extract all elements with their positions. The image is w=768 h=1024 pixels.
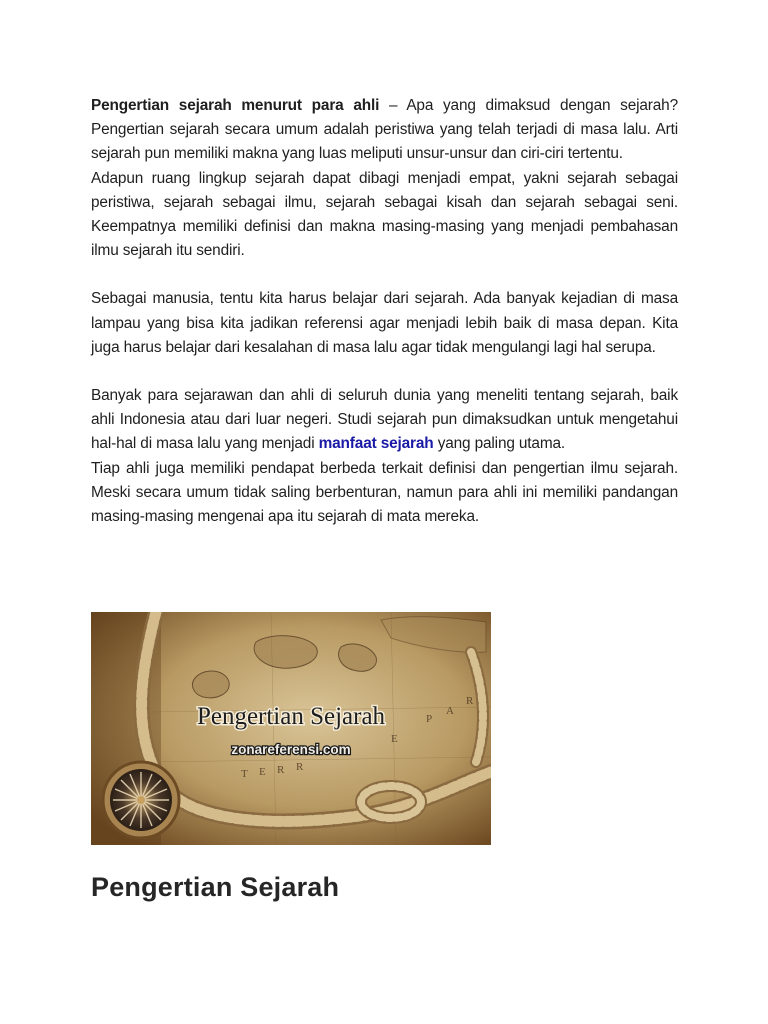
intro-paragraph bbox=[91, 94, 678, 167]
map-letter: E bbox=[259, 766, 266, 778]
experts-text-after: yang paling utama. bbox=[433, 435, 566, 453]
paragraph-gap bbox=[91, 360, 678, 384]
image-title: Pengertian Sejarah bbox=[196, 703, 386, 730]
map-letter: R bbox=[466, 695, 474, 707]
map-letter: R bbox=[296, 761, 304, 773]
article-hero-image bbox=[91, 612, 491, 845]
map-letter: A bbox=[446, 705, 454, 717]
opinions-paragraph: Tiap ahli juga memiliki pendapat berbeda terkait definisi dan pengertian ilmu sejarah. Meski secara umum tidak saling berbenturan, namun para ahli ini memiliki pandangan masing-masing mengenai apa itu sejarah di mata mereka. bbox=[91, 459, 678, 526]
learn-paragraph: Sebagai manusia, tentu kita harus belajar dari sejarah. Ada banyak kejadian di masa lampau yang bisa kita jadikan referensi agar menjadi lebih baik di masa depan. Kita juga harus belajar dari kesalahan di masa lalu agar tidak mengulangi lagi hal serupa. bbox=[91, 290, 678, 356]
article-body bbox=[91, 94, 678, 529]
compass-icon bbox=[103, 762, 179, 838]
intro-bold-lead: Pengertian sejarah menurut para ahli bbox=[91, 97, 380, 114]
image-watermark: zonareferensi.com bbox=[231, 742, 351, 757]
map-letter: P bbox=[426, 713, 433, 725]
map-letter: R bbox=[277, 764, 285, 776]
experts-text-before: Banyak para sejarawan dan ahli di seluruh dunia yang meneliti tentang sejarah, baik ahli Indonesia atau dari luar negeri. Studi sejarah pun dimaksudkan untuk mengetahui hal-hal di masa lalu yang menjadi bbox=[91, 387, 678, 453]
paragraph-gap bbox=[91, 263, 678, 287]
manfaat-sejarah-link[interactable]: manfaat sejarah bbox=[318, 435, 434, 453]
section-heading: Pengertian Sejarah bbox=[91, 872, 340, 902]
experts-paragraph bbox=[91, 384, 678, 457]
intro-text: – Apa yang dimaksud dengan sejarah? Pengertian sejarah secara umum adalah peristiwa yang telah terjadi di masa lalu. Arti sejarah pun memiliki makna yang luas meliputi unsur-unsur dan ciri-ciri tertentu. bbox=[91, 97, 678, 163]
scope-paragraph: Adapun ruang lingkup sejarah dapat dibagi menjadi empat, yakni sejarah sebagai peristiwa, sejarah sebagai ilmu, sejarah sebagai kisah dan sejarah sebagai seni. Keempatnya memiliki definisi dan makna masing-masing yang menjadi pembahasan ilmu sejarah itu sendiri. bbox=[91, 169, 678, 260]
map-letter: T bbox=[241, 768, 248, 780]
map-letter: E bbox=[391, 733, 398, 745]
